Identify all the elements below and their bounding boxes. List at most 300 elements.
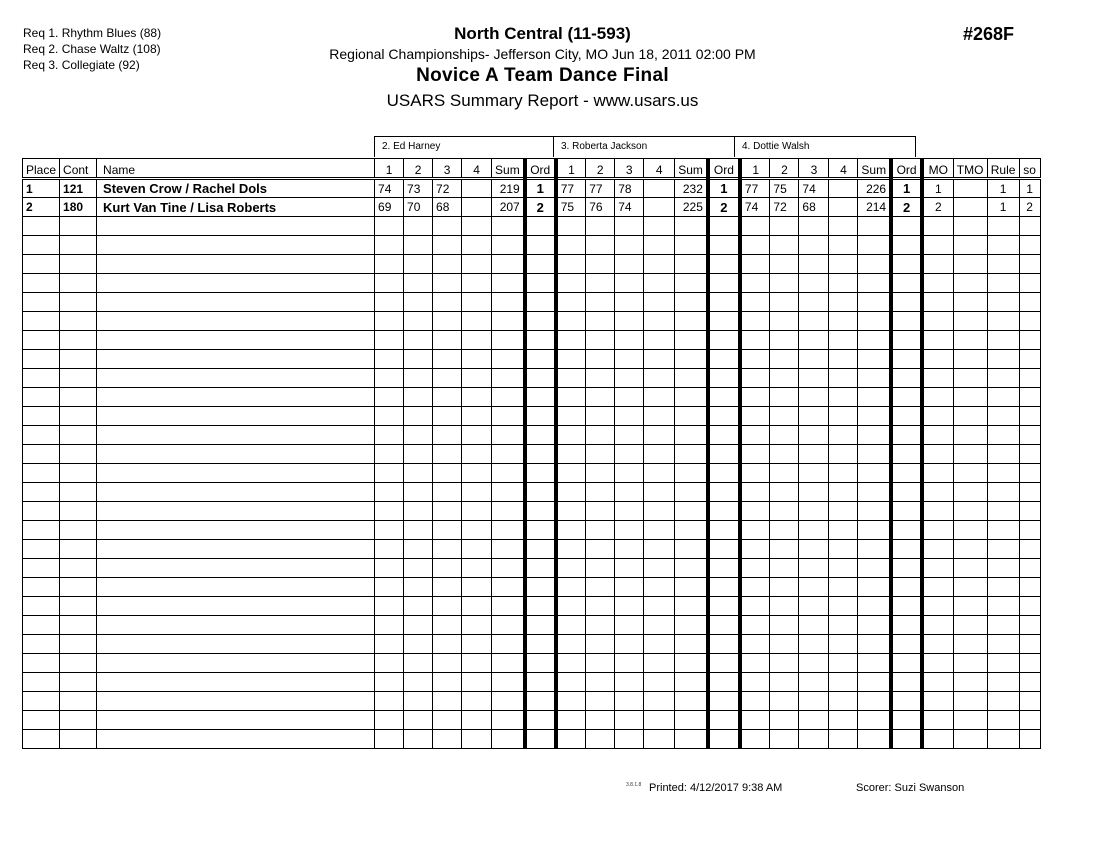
score-cell <box>644 179 675 198</box>
empty-table-row <box>23 312 1041 331</box>
empty-cell <box>1019 502 1040 521</box>
empty-cell <box>556 578 586 597</box>
empty-cell <box>1019 293 1040 312</box>
empty-cell <box>891 426 922 445</box>
empty-cell <box>799 483 829 502</box>
empty-cell <box>615 331 644 350</box>
score-cell: 74 <box>615 198 644 217</box>
empty-cell <box>1019 540 1040 559</box>
empty-cell <box>23 255 60 274</box>
empty-table-row <box>23 217 1041 236</box>
empty-table-row <box>23 426 1041 445</box>
empty-cell <box>708 255 740 274</box>
empty-cell <box>922 426 953 445</box>
empty-cell <box>708 293 740 312</box>
score-cell: 68 <box>433 198 462 217</box>
empty-cell <box>525 217 556 236</box>
empty-cell <box>375 540 404 559</box>
empty-cell <box>525 274 556 293</box>
empty-cell <box>462 692 492 711</box>
empty-cell <box>891 483 922 502</box>
empty-cell <box>23 654 60 673</box>
empty-cell <box>922 692 953 711</box>
empty-cell <box>404 616 433 635</box>
place-cell: 1 <box>23 179 60 198</box>
empty-cell <box>708 730 740 749</box>
empty-cell <box>615 426 644 445</box>
empty-cell <box>375 274 404 293</box>
empty-cell <box>708 369 740 388</box>
empty-cell <box>615 388 644 407</box>
empty-cell <box>953 521 987 540</box>
empty-cell <box>644 559 675 578</box>
empty-cell <box>675 540 708 559</box>
empty-cell <box>97 654 375 673</box>
empty-cell <box>858 673 891 692</box>
empty-cell <box>858 692 891 711</box>
empty-cell <box>97 464 375 483</box>
empty-cell <box>60 483 97 502</box>
sum-cell: 225 <box>675 198 708 217</box>
empty-cell <box>23 312 60 331</box>
empty-cell <box>97 483 375 502</box>
empty-cell <box>556 559 586 578</box>
empty-cell <box>770 597 799 616</box>
empty-cell <box>740 407 770 426</box>
empty-cell <box>987 426 1019 445</box>
empty-cell <box>858 464 891 483</box>
empty-cell <box>525 388 556 407</box>
empty-cell <box>922 502 953 521</box>
empty-cell <box>858 540 891 559</box>
empty-cell <box>615 464 644 483</box>
empty-table-row <box>23 274 1041 293</box>
empty-cell <box>891 521 922 540</box>
empty-cell <box>770 274 799 293</box>
empty-cell <box>891 388 922 407</box>
empty-cell <box>375 578 404 597</box>
empty-cell <box>1019 255 1040 274</box>
col-j2-s2: 2 <box>586 159 615 179</box>
col-j1-s1: 1 <box>375 159 404 179</box>
empty-table-row <box>23 730 1041 749</box>
event-title: Novice A Team Dance Final <box>416 65 669 86</box>
empty-cell <box>492 255 525 274</box>
score-cell: 77 <box>556 179 586 198</box>
col-place: Place <box>23 159 60 179</box>
empty-cell <box>23 426 60 445</box>
empty-cell <box>1019 445 1040 464</box>
empty-cell <box>375 654 404 673</box>
empty-cell <box>615 236 644 255</box>
empty-cell <box>799 673 829 692</box>
empty-cell <box>644 521 675 540</box>
empty-cell <box>953 730 987 749</box>
empty-cell <box>23 540 60 559</box>
empty-cell <box>953 673 987 692</box>
empty-cell <box>375 407 404 426</box>
empty-cell <box>97 502 375 521</box>
empty-cell <box>404 350 433 369</box>
empty-cell <box>433 331 462 350</box>
empty-cell <box>740 597 770 616</box>
empty-cell <box>60 502 97 521</box>
empty-cell <box>858 597 891 616</box>
empty-cell <box>953 635 987 654</box>
requirement-2: Req 2. Chase Waltz (108) <box>23 42 161 56</box>
empty-cell <box>556 426 586 445</box>
empty-cell <box>644 464 675 483</box>
empty-cell <box>891 464 922 483</box>
empty-cell <box>23 597 60 616</box>
empty-cell <box>615 445 644 464</box>
empty-cell <box>615 540 644 559</box>
empty-cell <box>858 730 891 749</box>
empty-cell <box>615 692 644 711</box>
mo-cell: 2 <box>922 198 953 217</box>
empty-table-row <box>23 578 1041 597</box>
empty-cell <box>922 350 953 369</box>
empty-cell <box>953 483 987 502</box>
empty-cell <box>586 521 615 540</box>
empty-cell <box>953 578 987 597</box>
empty-cell <box>525 597 556 616</box>
empty-cell <box>987 692 1019 711</box>
empty-cell <box>525 331 556 350</box>
empty-cell <box>770 426 799 445</box>
empty-cell <box>953 502 987 521</box>
empty-cell <box>770 711 799 730</box>
empty-cell <box>675 673 708 692</box>
empty-cell <box>462 331 492 350</box>
empty-cell <box>492 559 525 578</box>
empty-cell <box>891 711 922 730</box>
empty-cell <box>922 236 953 255</box>
name-cell: Steven Crow / Rachel Dols <box>97 179 375 198</box>
empty-cell <box>675 578 708 597</box>
empty-cell <box>60 464 97 483</box>
empty-cell <box>708 236 740 255</box>
empty-cell <box>586 236 615 255</box>
empty-cell <box>462 350 492 369</box>
empty-table-row <box>23 293 1041 312</box>
table-row <box>23 179 1041 198</box>
empty-cell <box>404 407 433 426</box>
empty-cell <box>799 274 829 293</box>
empty-cell <box>708 464 740 483</box>
empty-cell <box>829 255 858 274</box>
empty-cell <box>891 616 922 635</box>
empty-cell <box>1019 350 1040 369</box>
empty-cell <box>60 274 97 293</box>
empty-cell <box>525 236 556 255</box>
empty-cell <box>675 445 708 464</box>
empty-cell <box>740 217 770 236</box>
empty-cell <box>922 312 953 331</box>
empty-cell <box>23 388 60 407</box>
empty-table-row <box>23 654 1041 673</box>
empty-cell <box>740 673 770 692</box>
empty-cell <box>953 331 987 350</box>
empty-cell <box>1019 331 1040 350</box>
empty-cell <box>858 369 891 388</box>
empty-cell <box>462 730 492 749</box>
empty-cell <box>858 388 891 407</box>
empty-cell <box>829 673 858 692</box>
empty-cell <box>615 673 644 692</box>
empty-cell <box>770 445 799 464</box>
empty-cell <box>987 464 1019 483</box>
empty-cell <box>891 369 922 388</box>
empty-cell <box>97 521 375 540</box>
empty-cell <box>97 388 375 407</box>
empty-cell <box>708 274 740 293</box>
empty-cell <box>404 236 433 255</box>
empty-cell <box>799 293 829 312</box>
empty-cell <box>829 293 858 312</box>
event-number: #268F <box>963 24 1015 44</box>
empty-cell <box>433 635 462 654</box>
empty-cell <box>644 578 675 597</box>
empty-cell <box>615 407 644 426</box>
empty-cell <box>1019 692 1040 711</box>
sum-cell: 232 <box>675 179 708 198</box>
empty-cell <box>375 502 404 521</box>
empty-cell <box>953 236 987 255</box>
empty-cell <box>556 445 586 464</box>
empty-cell <box>770 502 799 521</box>
cont-cell: 180 <box>60 198 97 217</box>
empty-cell <box>586 692 615 711</box>
col-j3-sum: Sum <box>858 159 891 179</box>
empty-cell <box>97 293 375 312</box>
empty-cell <box>644 274 675 293</box>
empty-cell <box>615 521 644 540</box>
empty-cell <box>404 502 433 521</box>
table-row <box>23 198 1041 217</box>
empty-cell <box>770 255 799 274</box>
empty-cell <box>615 578 644 597</box>
empty-table-row <box>23 616 1041 635</box>
empty-table-row <box>23 692 1041 711</box>
empty-cell <box>770 331 799 350</box>
empty-cell <box>799 730 829 749</box>
empty-cell <box>858 312 891 331</box>
empty-cell <box>708 483 740 502</box>
empty-cell <box>556 350 586 369</box>
empty-cell <box>586 331 615 350</box>
empty-cell <box>858 426 891 445</box>
empty-cell <box>525 502 556 521</box>
empty-cell <box>675 350 708 369</box>
empty-cell <box>433 540 462 559</box>
empty-cell <box>586 635 615 654</box>
judge-header-3: 4. Dottie Walsh <box>734 136 916 157</box>
empty-cell <box>1019 388 1040 407</box>
empty-cell <box>556 483 586 502</box>
col-cont: Cont <box>60 159 97 179</box>
empty-cell <box>740 540 770 559</box>
empty-cell <box>492 217 525 236</box>
empty-cell <box>375 331 404 350</box>
empty-cell <box>770 730 799 749</box>
empty-cell <box>644 502 675 521</box>
scorer-name: Scorer: Suzi Swanson <box>856 782 965 794</box>
empty-cell <box>644 369 675 388</box>
empty-cell <box>586 255 615 274</box>
empty-cell <box>1019 673 1040 692</box>
empty-cell <box>829 236 858 255</box>
ord-cell: 2 <box>891 198 922 217</box>
empty-cell <box>829 540 858 559</box>
empty-cell <box>60 635 97 654</box>
empty-cell <box>404 673 433 692</box>
empty-cell <box>433 730 462 749</box>
empty-cell <box>23 730 60 749</box>
empty-cell <box>375 350 404 369</box>
score-cell: 70 <box>404 198 433 217</box>
empty-cell <box>987 255 1019 274</box>
empty-cell <box>740 331 770 350</box>
empty-cell <box>708 711 740 730</box>
empty-cell <box>644 388 675 407</box>
empty-cell <box>891 635 922 654</box>
col-j2-ord: Ord <box>708 159 740 179</box>
empty-cell <box>987 711 1019 730</box>
empty-cell <box>770 654 799 673</box>
empty-cell <box>433 502 462 521</box>
empty-cell <box>740 445 770 464</box>
empty-cell <box>770 369 799 388</box>
empty-cell <box>675 236 708 255</box>
empty-cell <box>586 407 615 426</box>
empty-cell <box>770 616 799 635</box>
empty-cell <box>987 540 1019 559</box>
empty-cell <box>829 521 858 540</box>
empty-cell <box>740 521 770 540</box>
sum-cell: 207 <box>492 198 525 217</box>
empty-cell <box>922 711 953 730</box>
empty-cell <box>708 559 740 578</box>
empty-cell <box>987 407 1019 426</box>
empty-cell <box>404 635 433 654</box>
empty-cell <box>1019 635 1040 654</box>
empty-cell <box>922 673 953 692</box>
empty-cell <box>829 331 858 350</box>
empty-cell <box>922 217 953 236</box>
ord-cell: 1 <box>891 179 922 198</box>
empty-table-row <box>23 521 1041 540</box>
empty-table-row <box>23 711 1041 730</box>
empty-cell <box>60 407 97 426</box>
empty-cell <box>492 673 525 692</box>
score-cell: 76 <box>586 198 615 217</box>
score-cell: 72 <box>433 179 462 198</box>
empty-cell <box>987 369 1019 388</box>
empty-cell <box>708 521 740 540</box>
empty-cell <box>922 483 953 502</box>
empty-cell <box>404 597 433 616</box>
empty-table-row <box>23 407 1041 426</box>
empty-cell <box>740 692 770 711</box>
empty-cell <box>60 445 97 464</box>
empty-cell <box>891 236 922 255</box>
empty-cell <box>404 692 433 711</box>
col-j3-s4: 4 <box>829 159 858 179</box>
empty-cell <box>492 597 525 616</box>
empty-cell <box>953 597 987 616</box>
empty-cell <box>525 293 556 312</box>
version-label: 3.8.1.8 <box>626 782 642 788</box>
empty-cell <box>740 388 770 407</box>
empty-cell <box>708 654 740 673</box>
printed-timestamp: Printed: 4/12/2017 9:38 AM <box>649 782 783 794</box>
empty-cell <box>525 350 556 369</box>
empty-cell <box>675 616 708 635</box>
empty-cell <box>891 502 922 521</box>
empty-cell <box>525 616 556 635</box>
empty-cell <box>858 255 891 274</box>
empty-cell <box>644 673 675 692</box>
empty-cell <box>404 388 433 407</box>
empty-cell <box>97 445 375 464</box>
empty-cell <box>404 217 433 236</box>
empty-cell <box>1019 559 1040 578</box>
empty-cell <box>525 730 556 749</box>
empty-cell <box>953 350 987 369</box>
empty-cell <box>953 274 987 293</box>
empty-cell <box>23 350 60 369</box>
empty-table-row <box>23 236 1041 255</box>
empty-cell <box>23 331 60 350</box>
empty-cell <box>708 312 740 331</box>
region-title: North Central (11-593) <box>454 24 631 43</box>
score-cell <box>829 198 858 217</box>
empty-cell <box>375 692 404 711</box>
empty-cell <box>644 654 675 673</box>
empty-cell <box>462 388 492 407</box>
empty-cell <box>492 445 525 464</box>
empty-cell <box>858 502 891 521</box>
empty-cell <box>922 331 953 350</box>
empty-cell <box>433 616 462 635</box>
empty-cell <box>375 673 404 692</box>
empty-cell <box>770 236 799 255</box>
empty-cell <box>708 217 740 236</box>
empty-cell <box>953 654 987 673</box>
empty-cell <box>1019 426 1040 445</box>
requirement-3: Req 3. Collegiate (92) <box>23 58 140 72</box>
empty-cell <box>23 369 60 388</box>
empty-cell <box>987 331 1019 350</box>
empty-cell <box>462 711 492 730</box>
empty-cell <box>433 445 462 464</box>
empty-cell <box>462 369 492 388</box>
empty-cell <box>525 692 556 711</box>
empty-cell <box>404 730 433 749</box>
empty-cell <box>615 616 644 635</box>
score-cell: 77 <box>586 179 615 198</box>
empty-cell <box>586 673 615 692</box>
empty-cell <box>987 730 1019 749</box>
empty-cell <box>799 711 829 730</box>
empty-cell <box>60 692 97 711</box>
empty-cell <box>615 255 644 274</box>
empty-cell <box>953 388 987 407</box>
empty-cell <box>433 597 462 616</box>
empty-cell <box>1019 217 1040 236</box>
col-j2-s4: 4 <box>644 159 675 179</box>
